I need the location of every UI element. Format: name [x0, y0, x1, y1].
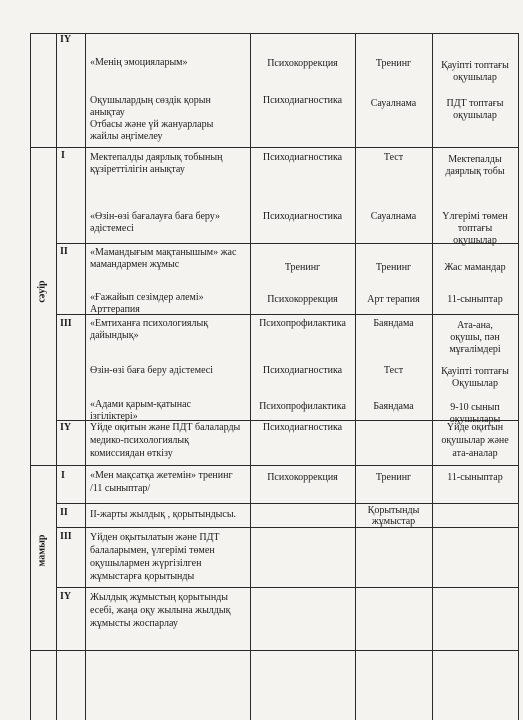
event-title: «Өзін-өзі бағалауға баға беру» — [90, 211, 221, 222]
event-direction: Психодиагностика — [262, 152, 343, 163]
event-audience: Жас мамандар — [444, 262, 506, 273]
event-title: комиссиядан өткізу — [90, 448, 173, 459]
event-direction: Психопрофилактика — [259, 401, 346, 412]
event-title: оқушылармен жүргізілген — [90, 558, 202, 569]
event-direction: Психокоррекция — [267, 294, 338, 305]
col-line-title — [85, 33, 86, 720]
row-line — [56, 527, 518, 528]
event-audience: Ата-ана, — [457, 320, 493, 331]
event-title: жұмыстарға қорытынды — [90, 571, 195, 582]
event-direction: Психодиагностика — [262, 365, 343, 376]
event-title: мамандармен жұмыс — [90, 259, 180, 270]
week-label: II — [60, 246, 68, 257]
event-form: жұмыстар — [371, 516, 416, 527]
event-title: /11 сыныптар/ — [90, 483, 151, 494]
event-audience: Үлгерімі төмен — [442, 211, 508, 222]
event-audience: Үйде оқитын — [446, 422, 504, 433]
row-line — [56, 587, 518, 588]
row-line — [56, 503, 518, 504]
event-audience: оқушылар және — [441, 435, 509, 446]
event-title: әдістемесі — [90, 223, 134, 234]
event-audience: оқушылар — [453, 110, 497, 121]
event-title: Жылдық жұмыстың қорытынды — [90, 592, 228, 603]
event-form: Тест — [383, 152, 404, 163]
month-label-sauir: сәуір — [36, 280, 48, 303]
event-audience: Мектепалды — [448, 154, 502, 165]
event-form: Арт терапия — [367, 294, 420, 305]
event-title: «Адами қарым-қатынас — [90, 399, 191, 410]
week-label: IY — [60, 34, 72, 45]
row-line — [30, 465, 518, 466]
event-audience: 11-сыныптар — [447, 294, 503, 305]
event-direction: Психокоррекция — [267, 58, 338, 69]
event-audience: мұғалімдері — [449, 344, 501, 355]
event-audience: Қауіпті топтағы — [441, 60, 509, 71]
event-title: Оқушылардың сөздік қорын — [90, 95, 211, 106]
event-title: есебі, жаңа оқу жылына жылдық — [90, 605, 231, 616]
event-title: «Ғажайып сезімдер әлемі» — [90, 292, 204, 303]
event-form: Тест — [383, 365, 404, 376]
col-line-right — [518, 33, 519, 720]
month-label-mamyr: мамыр — [36, 534, 48, 567]
event-audience: оқушы, пән — [450, 332, 500, 343]
event-form: Сауалнама — [370, 98, 417, 109]
event-audience: даярлық тобы — [445, 166, 505, 177]
event-title: Арттерапия — [90, 304, 140, 315]
event-title: Өзін-өзі баға беру әдістемесі — [90, 365, 213, 376]
event-title: Үйден оқытылатын және ПДТ — [90, 532, 220, 543]
event-title: «Емтиханға психологиялық — [90, 318, 209, 329]
event-audience: оқушылары — [449, 414, 501, 425]
event-audience: оқушылар — [453, 72, 497, 83]
event-form: Баяндама — [373, 318, 414, 329]
event-audience: Қауіпті топтағы — [441, 366, 509, 377]
event-audience: 11-сыныптар — [447, 472, 503, 483]
event-form: Қорытынды — [367, 505, 420, 516]
event-audience: топтағы — [457, 223, 493, 234]
week-label: III — [60, 318, 72, 329]
event-direction: Психодиагностика — [262, 422, 343, 433]
event-title: Үйде оқитын және ПДТ балаларды — [90, 422, 241, 433]
event-audience: 9-10 сынып — [450, 402, 500, 413]
week-label: I — [61, 470, 65, 481]
event-title: «Мен мақсатқа жетемін» тренинг — [90, 470, 233, 481]
col-line-week — [56, 33, 57, 720]
week-label: III — [60, 531, 72, 542]
event-audience: оқушылар — [453, 235, 497, 246]
event-title: құзіреттілігін анықтау — [90, 164, 185, 175]
event-direction: Психокоррекция — [267, 472, 338, 483]
event-form: Баяндама — [373, 401, 414, 412]
event-title: Мектепалды даярлық тобының — [90, 152, 223, 163]
event-title: ІІ-жарты жылдық , қорытындысы. — [90, 509, 237, 520]
event-direction: Тренинг — [284, 262, 321, 273]
col-line-left — [30, 33, 31, 720]
week-label: I — [61, 150, 65, 161]
event-title: балаларымен, үлгерімі төмен — [90, 545, 215, 556]
row-line — [30, 147, 518, 148]
event-title: «Мамандығым мақтанышым» жас — [90, 247, 237, 258]
event-form: Тренинг — [375, 58, 412, 69]
event-title: ізгіліктері» — [90, 411, 138, 422]
event-title: жайлы әңгімелеу — [90, 131, 163, 142]
week-label: II — [60, 507, 68, 518]
week-label: IY — [60, 591, 72, 602]
event-direction: Психопрофилактика — [259, 318, 346, 329]
event-title: анықтау — [90, 107, 125, 118]
week-label: IY — [60, 422, 72, 433]
event-form: Тренинг — [375, 262, 412, 273]
event-title: «Менің эмоцияларым» — [90, 57, 188, 68]
event-audience: ата-аналар — [452, 448, 498, 459]
event-title: жұмысты жоспарлау — [90, 618, 178, 629]
event-form: Тренинг — [375, 472, 412, 483]
row-line — [30, 33, 518, 34]
event-audience: Оқушылар — [452, 378, 498, 389]
event-form: Сауалнама — [370, 211, 417, 222]
event-title: Отбасы және үй жануарлары — [90, 119, 214, 130]
event-direction: Психодиагностика — [262, 95, 343, 106]
event-title: медико-психологиялық — [90, 435, 189, 446]
row-line — [30, 650, 518, 651]
event-title: дайындық» — [90, 330, 139, 341]
event-direction: Психодиагностика — [262, 211, 343, 222]
event-audience: ПДТ топтағы — [446, 98, 504, 109]
